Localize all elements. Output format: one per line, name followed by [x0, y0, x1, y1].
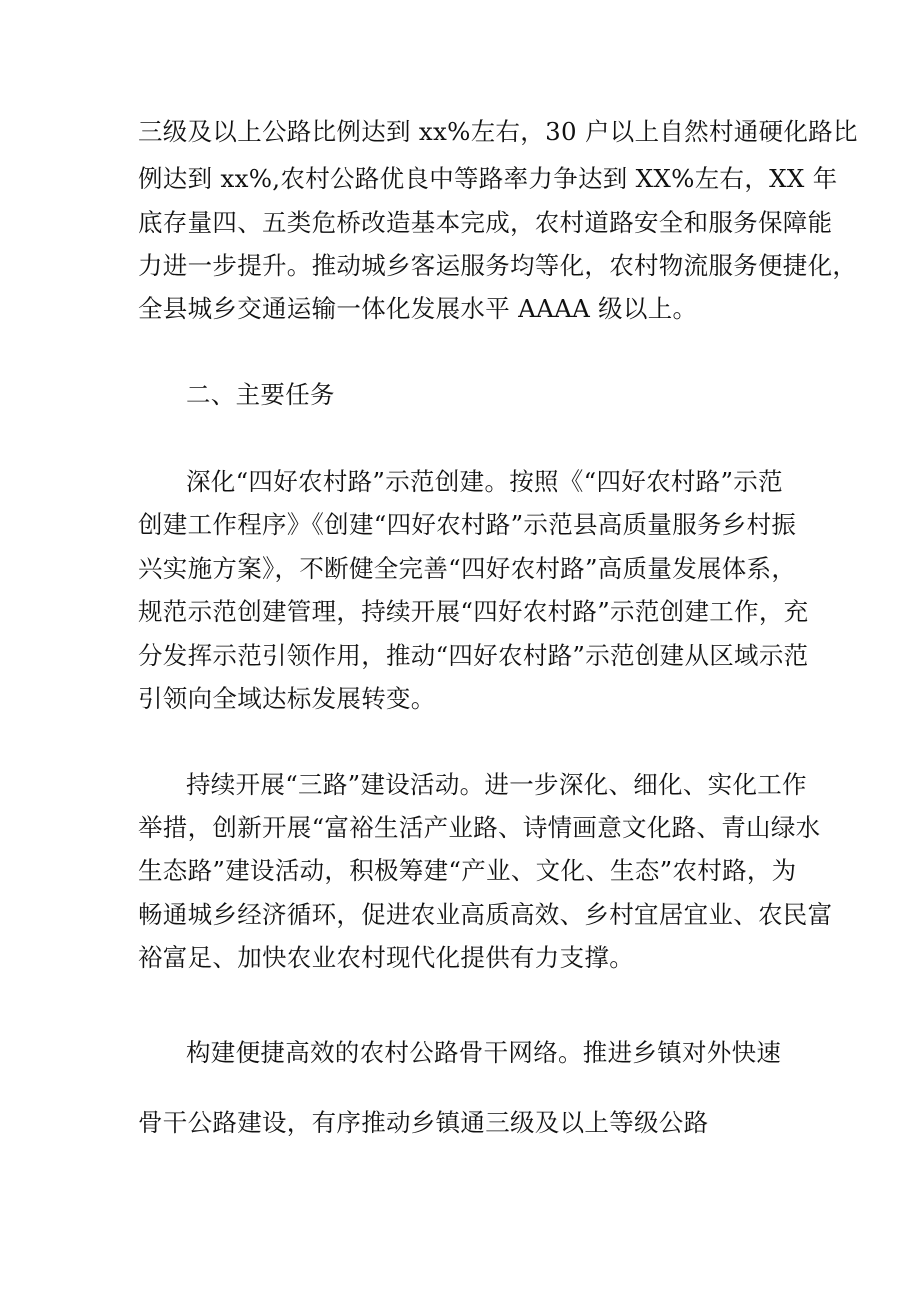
paragraph-line: 分发挥示范引领作用，推动“四好农村路”示范创建从区域示范 [138, 641, 809, 670]
paragraph-line: 深化“四好农村路”示范创建。按照《“四好农村路”示范 [186, 467, 783, 496]
paragraph-line: 力进一步提升。推动城乡客运服务均等化，农村物流服务便捷化， [138, 251, 858, 280]
paragraph-line: 引领向全域达标发展转变。 [138, 684, 436, 713]
paragraph-line: 底存量四、五类危桥改造基本完成，农村道路安全和服务保障能 [138, 208, 833, 237]
paragraph-line: 持续开展“三路”建设活动。进一步深化、细化、实化工作 [186, 770, 807, 799]
paragraph-line: 构建便捷高效的农村公路骨干网络。推进乡镇对外快速 [186, 1038, 782, 1067]
paragraph-line: 全县城乡交通运输一体化发展水平 AAAA 级以上。 [138, 294, 698, 323]
paragraph-line: 裕富足、加快农业农村现代化提供有力支撑。 [138, 943, 634, 972]
section-heading: 二、主要任务 [186, 380, 335, 409]
paragraph-line: 规范示范创建管理，持续开展“四好农村路”示范创建工作，充 [138, 597, 809, 626]
paragraph-line: 举措，创新开展“富裕生活产业路、诗情画意文化路、青山绿水 [138, 813, 821, 842]
paragraph-line: 生态路”建设活动，积极筹建“产业、文化、生态”农村路，为 [138, 856, 797, 885]
paragraph-line: 创建工作程序》《创建“四好农村路”示范县高质量服务乡村振 [138, 510, 797, 539]
paragraph-line: 三级及以上公路比例达到 xx%左右，30 户以上自然村通硬化路比 [138, 117, 858, 146]
paragraph-line: 畅通城乡经济循环，促进农业高质高效、乡村宜居宜业、农民富 [138, 900, 833, 929]
paragraph-line: 兴实施方案》，不断健全完善“四好农村路”高质量发展体系， [138, 554, 797, 583]
paragraph-line: 例达到 xx%,农村公路优良中等路率力争达到 XX%左右，XX 年 [138, 164, 838, 193]
paragraph-line: 骨干公路建设，有序推动乡镇通三级及以上等级公路 [138, 1108, 709, 1137]
